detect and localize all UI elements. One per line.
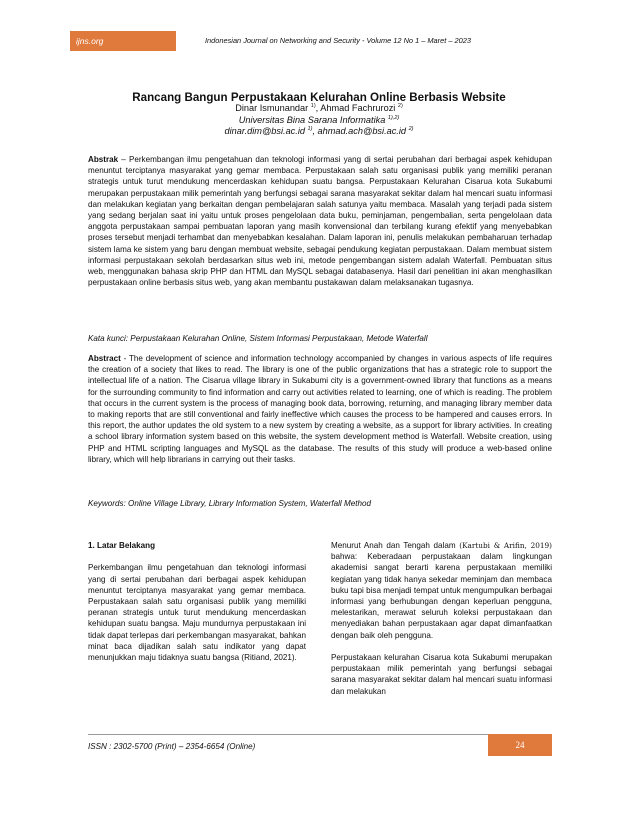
abstrak-paragraph xyxy=(88,154,552,288)
journal-site-label: ijns.org xyxy=(76,36,104,46)
body-paragraph: Perpustakaan kelurahan Cisarua kota Sukabumi merupakan perpustakaan milik pemerintah yang berfungsi sebagai sarana masyarakat sekitar dalam hal mencari suatu informasi dan melakukan xyxy=(331,653,552,696)
affiliation-sup: 1),2) xyxy=(387,114,400,121)
affiliation-line xyxy=(0,115,638,125)
footer-issn: ISSN : 2302-5700 (Print) – 2354-6654 (Online) xyxy=(88,742,256,751)
author-sup: 1) xyxy=(310,102,316,109)
abstrak-text: – Perkembangan ilmu pengetahuan dan teknologi informasi yang di sertai perubahan dari berbagai aspek kehidupan menuntut terciptanya masyarakat yang gemar membaca. Perpustakaan salah satu organisasi publik yang memiliki peranan strategis untuk turut mendukung mencerdaskan kehidupan suatu bangsa. Perpustakaan Kelurahan Cisarua kota Sukabumi merupakan perpustakaan milik pemerintah yang berfungsi sebagai sarana masyarakat sekitar dalam hal mencari suatu informasi dan melakukan kegiatan yang berkaitan dengan pembelajaran salah satunya yaitu membaca. Masalah yang terjadi pada sistem yang sedang berjalan saat ini yaitu untuk proses pengelolaan data buku, peminjaman, pengembalian, serta pengelolaan data anggota perpustakaan sampai pembuatan laporan yang masih konvensional dan terbilang kurang efektif yang menyebabkan proses tersebut menjadi terhambat dan menyebabkan kesalahan. Dalam laporan ini, penulis melakukan pembaharuan terhadap sistem lama ke sistem yang baru dengan membuat website, sebagai pendukung kegiatan perpustakaan. Dalam membuat sistem informasi perpustakaan sekolah berdasarkan situs web ini, metode pengembangan sistem adalah Waterfall. Pembuatan situs web, menggunakan bahasa skrip PHP dan HTML dan MySQL sebagai databasenya. Hasil dari penelitian ini akan menghasilkan perpustakaan online berbasis situs web, yang akan membantu pustakawan dalam melaksanakan tugasnya. xyxy=(88,155,552,288)
author-email: dinar.dim@bsi.ac.id xyxy=(224,126,305,136)
paper-title: Rancang Bangun Perpustakaan Kelurahan Online Berbasis Website xyxy=(132,91,506,104)
footer-divider xyxy=(88,734,552,735)
author-name: , Ahmad Fachrurozi xyxy=(315,103,396,113)
affiliation-name: Universitas Bina Sarana Informatika xyxy=(238,115,386,125)
body-paragraph xyxy=(331,540,552,641)
email-sup: 2) xyxy=(408,125,414,132)
author-sup: 2) xyxy=(397,102,403,109)
body-text: bahwa: Keberadaan perpustakaan dalam lingkungan akademisi sangat berarti karena perpustakaan memiliki kegiatan yang tidak hanya sekedar meminjam dan membaca buku tapi bisa menjadi tempat untuk mengumpulkan berbagai informasi yang berhubungan dengan keperluan pengguna, melestarikan, merawat seluruh koleksi perpustakaan dan menyediakan bahan perpustakaan agar dapat dimanfaatkan dengan baik oleh pengguna. xyxy=(331,552,552,640)
page-number: 24 xyxy=(488,734,552,756)
email-sup: 1) xyxy=(307,125,313,132)
abstract-text: - The development of science and information technology accompanied by changes in various aspects of life requires the creation of a society that likes to read. The library is one of the public organizations that has a strategic role to support the intellectual life of a nation. The Cisarua village library in Sukabumi city is a government-owned library that functions as a means for the surrounding community to find information and carry out activities related to learning, one of which is reading. The problem that occurs in the current system is the process of managing book data, borrowing, returning, and managing library member data to making reports that are still conventional and fairly ineffective which causes the process to be hampered and causes errors. In this report, the author updates the old system to a new system by creating a website, as a support for library activities. In creating a school library information system based on this website, the system development method is Waterfall. Website creation, using PHP and HTML scripting languages and MySQL as the database. The results of this study will produce a web-based online library, which will help librarians in carrying out their tasks. xyxy=(88,354,552,464)
citation: (Kartubi & Arifin, 2019) xyxy=(459,541,552,550)
email-line xyxy=(0,126,638,136)
section-heading: 1. Latar Belakang xyxy=(88,541,156,550)
kata-kunci: Kata kunci: Perpustakaan Kelurahan Online, Sistem Informasi Perpustakaan, Metode Waterfall xyxy=(88,334,428,343)
body-text: Menurut Anah dan Tengah dalam xyxy=(331,541,460,550)
abstrak-label: Abstrak xyxy=(88,155,119,164)
author-name: Dinar Ismunandar xyxy=(235,103,309,113)
keywords: Keywords: Online Village Library, Library Information System, Waterfall Method xyxy=(88,499,371,508)
body-paragraph: Perkembangan ilmu pengetahuan dan teknologi informasi yang di sertai perubahan dari berbagai aspek kehidupan menuntut terciptanya masyarakat yang gemar membaca. Perpustakaan salah satu organisasi publik yang memiliki peranan strategis untuk turut mendukung mencerdaskan kehidupan suatu bangsa. Maju mundurnya perpustakaan ini tidak dapat terlepas dari perkembangan masyarakat, bahkan minat baca dijadikan salah satu indikator yang dapat menunjukkan maju tidaknya suatu bangsa (Ritiand, 2021). xyxy=(88,563,306,663)
abstract-label: Abstract xyxy=(88,354,121,363)
right-column xyxy=(331,540,552,708)
author-line xyxy=(0,103,638,113)
abstract-paragraph xyxy=(88,353,552,465)
running-header: Indonesian Journal on Networking and Security - Volume 12 No 1 – Maret – 2023 xyxy=(205,36,471,45)
left-column xyxy=(88,540,306,674)
journal-site-tag xyxy=(70,31,176,51)
author-email: , ahmad.ach@bsi.ac.id xyxy=(312,126,407,136)
